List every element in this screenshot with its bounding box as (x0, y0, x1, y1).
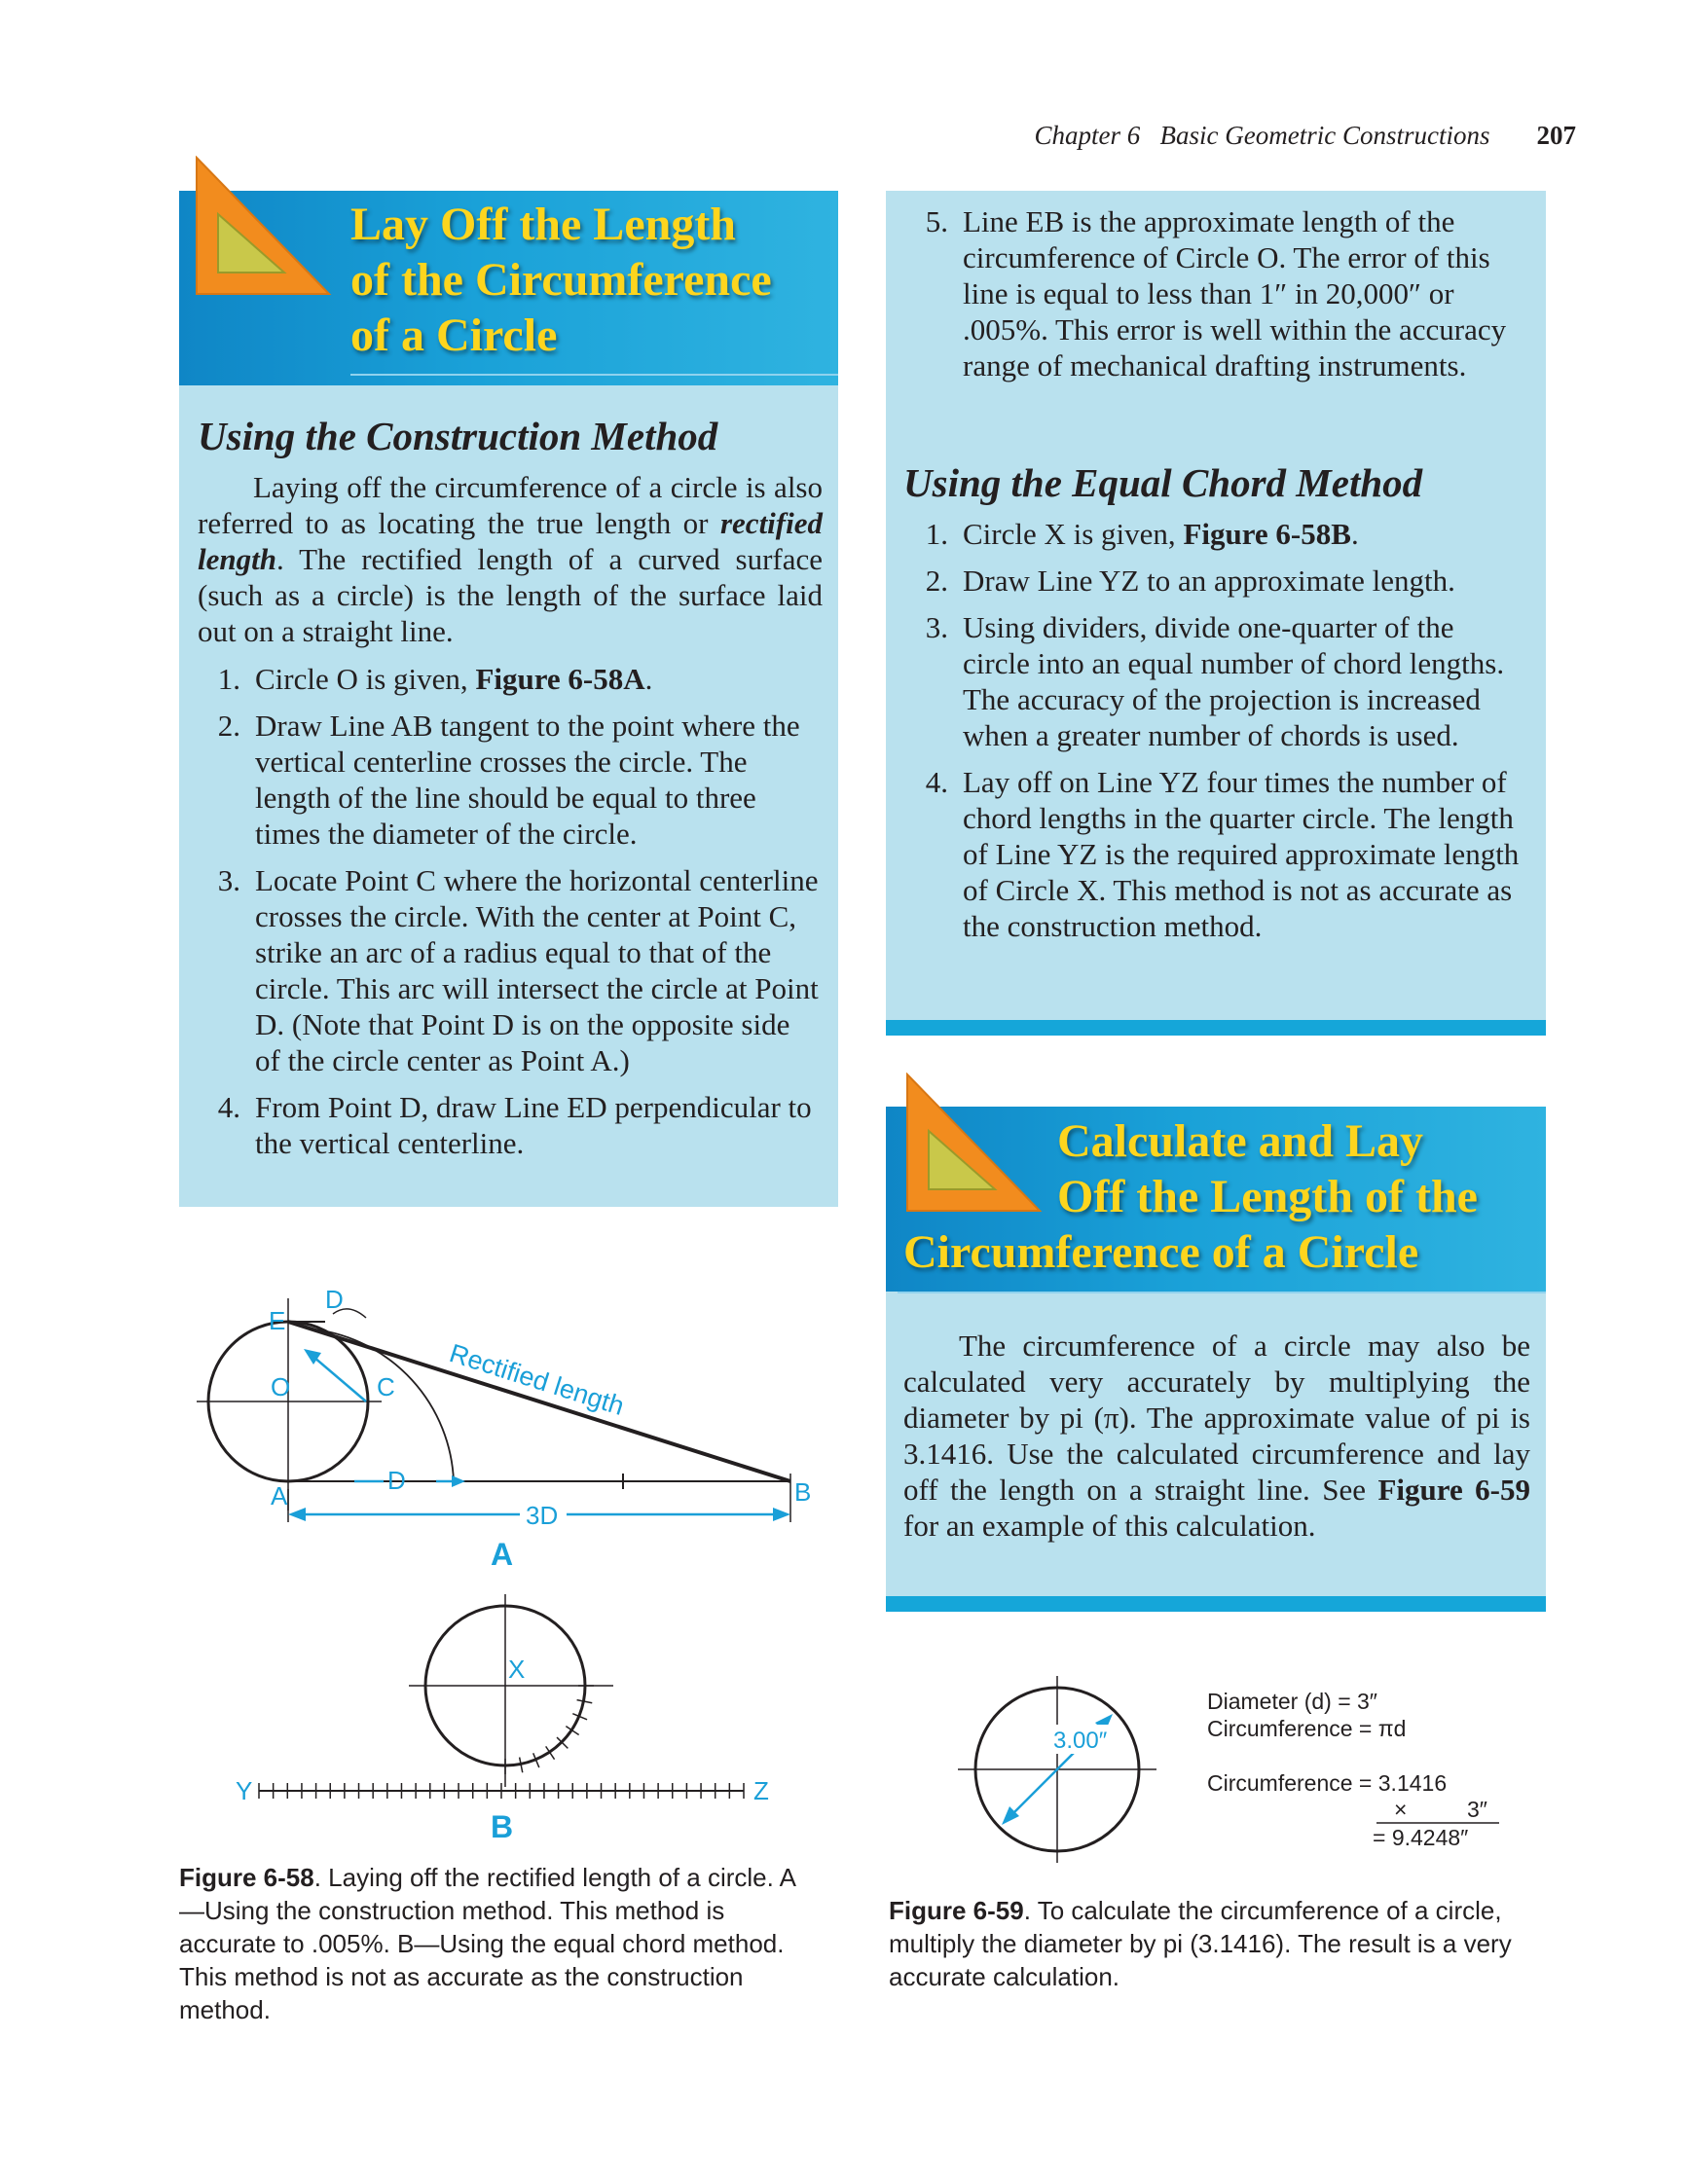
page-number: 207 (1536, 121, 1576, 150)
label-b: B (794, 1477, 812, 1507)
label-d2: D (387, 1466, 406, 1495)
calc-operator: × (1394, 1797, 1408, 1822)
section1-title-line: Lay Off the Length (350, 199, 736, 250)
figure-ref: Figure 6-58B (1183, 517, 1351, 551)
calc-result: = 9.4248″ (1373, 1825, 1469, 1850)
section3-bottom-strip (886, 1596, 1546, 1612)
section3-paragraph: The circumference of a circle may also be calculated very accurately by multiplying the diameter by pi (π). The approximate value of pi is 3.1416. Use the calculated circumference and lay off the length on a straight line. See Figure 6-59 for an example of this calculation. (903, 1329, 1530, 1543)
list-item: 2. Draw Line YZ to an approximate length. (925, 564, 1455, 598)
part-label-b: B (491, 1809, 514, 1844)
section3-title (903, 1113, 1536, 1280)
intro-text: Laying off the circumference of a circle is also referred to as locating the true length or (198, 470, 823, 540)
figure-6-58-caption (179, 1861, 812, 2026)
list-item: 1. Circle X is given, Figure 6-58B. (925, 517, 1359, 551)
caption-label: Figure 6-58 (179, 1863, 314, 1892)
label-x: X (508, 1655, 526, 1684)
figure-ref: Figure 6-58A (475, 662, 645, 696)
figure-6-59-calculation (1203, 1686, 1524, 1851)
intro-text-cont: . The rectified length of a curved surface (such as a circle) is the length of the surface laid out on a straight line. (198, 542, 823, 648)
section3-title-line: Off the Length of the (1057, 1171, 1478, 1222)
part-label-a: A (491, 1537, 514, 1572)
list-item: 5. Line EB is the approximate length of the circumference of Circle O. The error of this line is equal to less than 1″ in 20,000″ or .005%. This error is well within the accuracy range of mechanical drafting instruments. (925, 204, 1507, 382)
label-3d: 3D (526, 1501, 559, 1530)
intro-term: rectified length (198, 506, 823, 576)
arrowhead (288, 1508, 306, 1521)
label-diameter: 3.00″ (1053, 1728, 1108, 1754)
label-z: Z (753, 1776, 769, 1805)
label-o: O (271, 1372, 291, 1401)
calc-line-3: Circumference = 3.1416 (1207, 1770, 1448, 1796)
list-item: 3. Locate Point C where the horizontal centerline crosses the circle. With the center at Point C, strike an arc of a radius equal to that of the circle. This arc will intersect the circle at Point D. (Note that Point D is on the opposite side of the circle center as Point A.) (217, 863, 819, 1077)
arrowhead (452, 1475, 465, 1487)
calc-line-1: Diameter (d) = 3″ (1207, 1689, 1377, 1714)
section1-intro (198, 469, 823, 649)
section1-banner-rule (350, 374, 838, 376)
section1-title-line: of a Circle (350, 309, 558, 361)
section1-step5 (905, 203, 1519, 394)
list-item: 3. Using dividers, divide one-quarter of the circle into an equal number of chord lengths. The accuracy of the projection is increased when a greater number of chords is used. (925, 610, 1505, 752)
caption-text: . Laying off the rectified length of a circle. A—Using the construction method. This method is accurate to .005%. B—Using the equal chord method. This method is not as accurate as the construction method. (179, 1863, 796, 2024)
label-d: D (325, 1285, 344, 1314)
figure-6-59-diagram (954, 1672, 1178, 1867)
list-item: 1. Circle O is given, Figure 6-58A. (217, 662, 653, 696)
section2-bottom-strip (886, 1020, 1546, 1036)
label-c: C (377, 1372, 395, 1401)
label-rectified-length: Rectified length (446, 1338, 628, 1421)
running-header (1035, 121, 1576, 151)
list-item: 4. Lay off on Line YZ four times the number of chord lengths in the quarter circle. The length of Line YZ is the required approximate length of Circle X. This method is not as accurate as the construction method. (925, 765, 1520, 943)
figure-6-59-caption (889, 1894, 1531, 1993)
triangle-icon (191, 156, 337, 302)
list-item: 4. From Point D, draw Line ED perpendicular to the vertical centerline. (217, 1090, 812, 1160)
chapter-title: Basic Geometric Constructions (1159, 121, 1490, 150)
section3-title-line: Circumference of a Circle (903, 1226, 1419, 1278)
chord-tick-group (505, 1686, 594, 1774)
section3-title-line: Calculate and Lay (1057, 1115, 1424, 1167)
label-a: A (271, 1481, 288, 1511)
arrowhead (773, 1508, 790, 1521)
section1-steps (198, 661, 821, 1172)
chapter-label: Chapter 6 (1034, 121, 1141, 150)
label-e: E (269, 1306, 286, 1335)
section1-subhead: Using the Construction Method (198, 414, 718, 458)
calc-multiplier: 3″ (1467, 1797, 1487, 1822)
figure-ref: Figure 6-59 (1377, 1473, 1530, 1507)
label-y: Y (236, 1776, 253, 1805)
calc-line-2: Circumference = πd (1207, 1716, 1407, 1741)
caption-label: Figure 6-59 (889, 1896, 1024, 1925)
section1-title (350, 197, 837, 363)
section2-subhead: Using the Equal Chord Method (903, 460, 1423, 505)
section3-banner-rule (898, 1292, 1546, 1293)
list-item: 2. Draw Line AB tangent to the point where the vertical centerline crosses the circle. The length of the line should be equal to three times the diameter of the circle. (217, 709, 800, 851)
figure-6-58-diagram (179, 1285, 861, 1849)
caption-text: . To calculate the circumference of a circle, multiply the diameter by pi (3.1416). The result is a very accurate calculation. (889, 1896, 1512, 1991)
section1-title-line: of the Circumference (350, 254, 772, 306)
section2-steps (905, 516, 1524, 955)
